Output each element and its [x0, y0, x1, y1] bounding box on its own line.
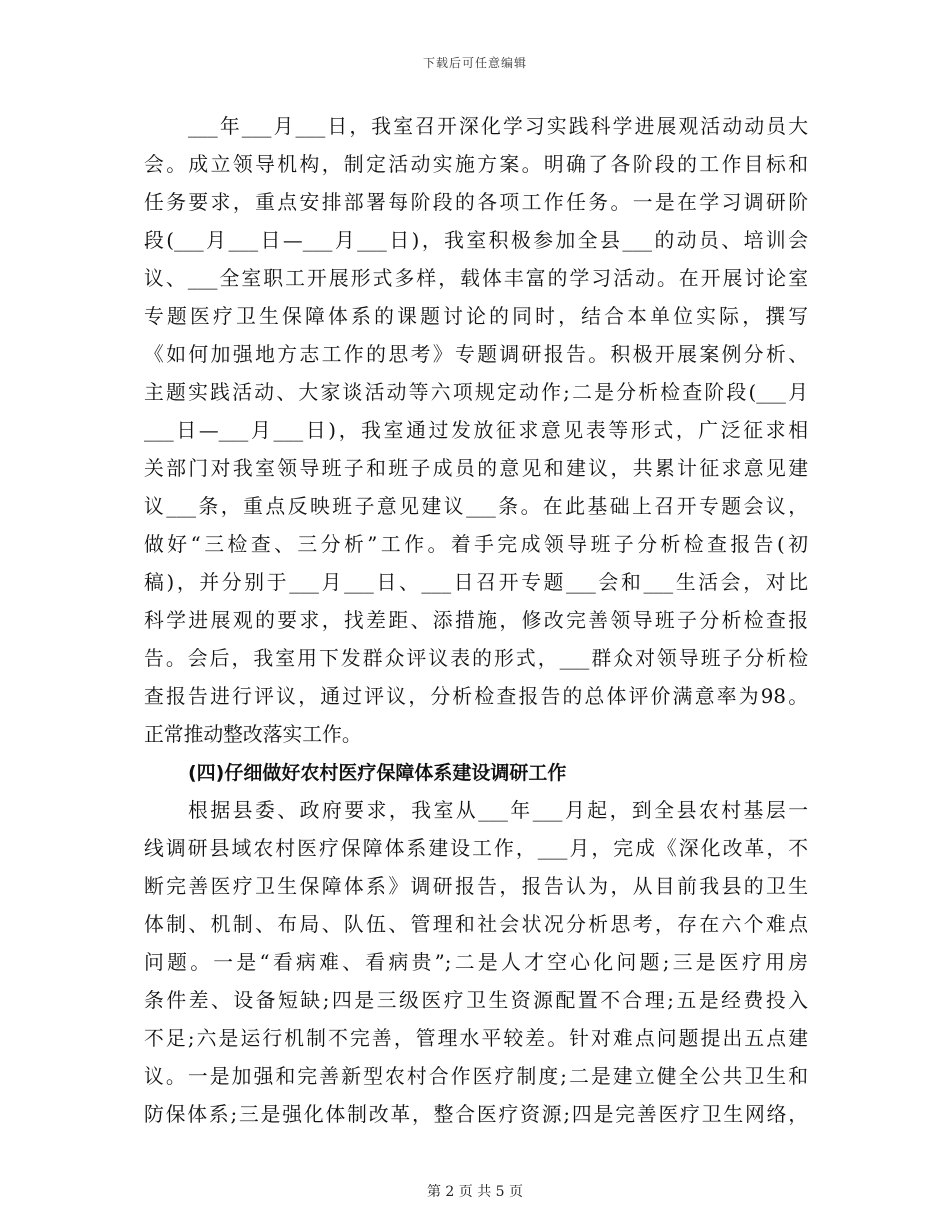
paragraph-line: 议。一是加强和完善新型农村合作医疗制度;二是建立健全公共卫生和: [144, 1065, 808, 1088]
paragraph-line: 科学进展观的要求，找差距、添措施，修改完善领导班子分析检查报: [144, 609, 808, 632]
paragraph-line: 段(___月___日—___月___日)，我室积极参加全县___的动员、培训会: [144, 229, 808, 252]
paragraph-line: 根据县委、政府要求，我室从___年___月起，到全县农村基层一: [188, 799, 808, 822]
paragraph-line: 告。会后，我室用下发群众评议表的形式，___群众对领导班子分析检: [144, 647, 808, 670]
paragraph-line: 会。成立领导机构，制定活动实施方案。明确了各阶段的工作目标和: [144, 153, 808, 176]
paragraph-line: 线调研县域农村医疗保障体系建设工作，___月，完成《深化改革，不: [144, 837, 808, 860]
paragraph-line: 问题。一是“看病难、看病贵”;二是人才空心化问题;三是医疗用房: [144, 951, 808, 974]
paragraph-line: 主题实践活动、大家谈活动等六项规定动作;二是分析检查阶段(___月: [144, 381, 808, 404]
paragraph-line: 专题医疗卫生保障体系的课题讨论的同时，结合本单位实际，撰写: [144, 305, 808, 328]
paragraph-line: 议、___全室职工开展形式多样，载体丰富的学习活动。在开展讨论室: [144, 267, 808, 290]
page-header: 下载后可任意编辑: [422, 56, 527, 70]
paragraph-line: 查报告进行评议，通过评议，分析检查报告的总体评价满意率为98。: [144, 685, 808, 708]
paragraph-line: 防保体系;三是强化体制改革，整合医疗资源;四是完善医疗卫生网络，: [144, 1103, 808, 1126]
paragraph-line: 关部门对我室领导班子和班子成员的意见和建议，共累计征求意见建: [144, 457, 808, 480]
paragraph-line: 议___条，重点反映班子意见建议___条。在此基础上召开专题会议，: [144, 495, 808, 518]
section-heading: (四)仔细做好农村医疗保障体系建设调研工作: [188, 762, 567, 784]
paragraph-line: ___日—___月___日)，我室通过发放征求意见表等形式，广泛征求相: [144, 419, 808, 442]
page-number-footer: 第 2 页 共 5 页: [426, 1184, 524, 1200]
paragraph-line: 正常推动整改落实工作。: [144, 723, 362, 746]
paragraph-line: 断完善医疗卫生保障体系》调研报告，报告认为，从目前我县的卫生: [144, 875, 808, 898]
paragraph-line: 条件差、设备短缺;四是三级医疗卫生资源配置不合理;五是经费投入: [144, 989, 808, 1012]
document-body: [144, 108, 808, 1134]
paragraph-line: ___年___月___日，我室召开深化学习实践科学进展观活动动员大: [188, 115, 808, 138]
paragraph-line: 任务要求，重点安排部署每阶段的各项工作任务。一是在学习调研阶: [144, 191, 808, 214]
paragraph-line: 稿)，并分别于___月___日、___日召开专题___会和___生活会，对比: [144, 571, 808, 594]
paragraph-line: 体制、机制、布局、队伍、管理和社会状况分析思考，存在六个难点: [144, 913, 808, 936]
paragraph-line: 不足;六是运行机制不完善，管理水平较差。针对难点问题提出五点建: [144, 1027, 808, 1050]
paragraph-line: 《如何加强地方志工作的思考》专题调研报告。积极开展案例分析、: [144, 343, 808, 366]
paragraph-line: 做好“三检查、三分析”工作。着手完成领导班子分析检查报告(初: [144, 533, 808, 556]
